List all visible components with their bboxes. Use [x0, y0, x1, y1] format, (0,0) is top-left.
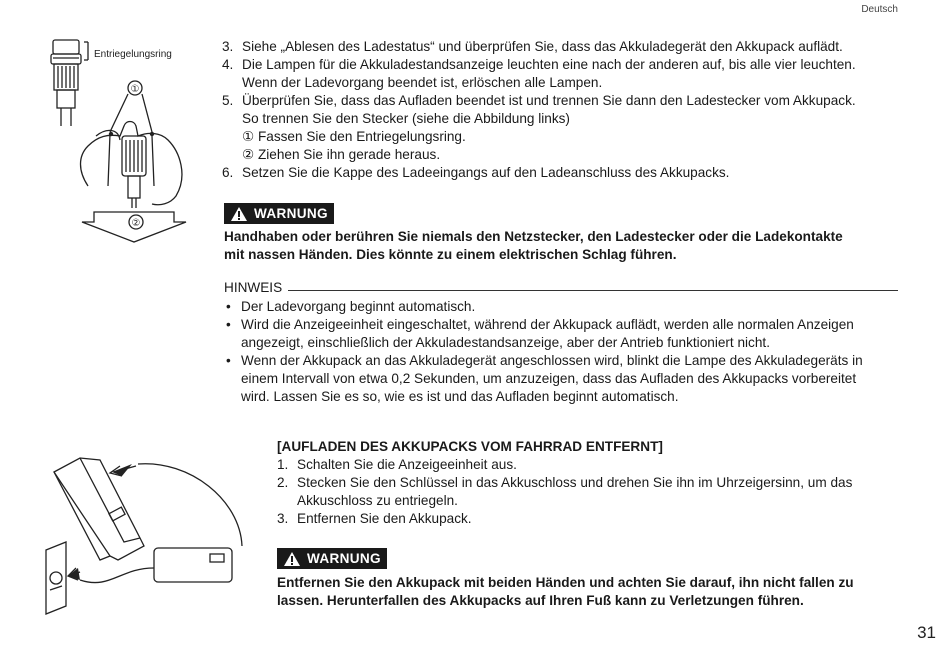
step-line: Stecken Sie den Schlüssel in das Akkuschloss und drehen Sie ihn im Uhrzeigersinn, um das	[297, 475, 853, 490]
numbered-step	[277, 474, 897, 510]
section-title: [AUFLADEN DES AKKUPACKS VOM FAHRRAD ENTFERNT]	[277, 439, 663, 454]
step-number: 1.	[277, 457, 289, 472]
hinweis-bullet	[224, 298, 904, 316]
step-line: Entfernen Sie den Akkupack.	[297, 511, 472, 526]
step-number: 2.	[277, 475, 289, 490]
hinweis-list	[224, 298, 904, 406]
numbered-step	[222, 92, 912, 164]
bullet-line: angezeigt, einschließlich der Akkuladestandsanzeige, aber der Antrieb funktioniert nicht.	[241, 335, 770, 350]
connector-release-illustration	[48, 36, 208, 246]
step-number: 5.	[222, 93, 234, 108]
hinweis-title: HINWEIS	[224, 280, 283, 295]
section2-steps	[277, 456, 897, 528]
page-number: 31	[917, 623, 936, 642]
warning-line: Handhaben oder berühren Sie niemals den Netzstecker, den Ladestecker oder die Ladekontakte	[224, 229, 843, 244]
warning-triangle-icon	[230, 206, 248, 222]
numbered-step	[277, 456, 897, 474]
marker-2: ②	[131, 218, 141, 229]
bullet-line: Wird die Anzeigeeinheit eingeschaltet, während der Akkupack auflädt, werden alle normalen Anzeigen	[241, 317, 854, 332]
step-line: Überprüfen Sie, dass das Aufladen beendet ist und trennen Sie dann den Ladestecker vom Akkupack.	[242, 93, 856, 108]
bullet-dot: •	[226, 317, 231, 332]
bullet-line: Wenn der Akkupack an das Akkuladegerät angeschlossen wird, blinkt die Lampe des Akkuladegeräts in	[241, 353, 863, 368]
step-number: 3.	[277, 511, 289, 526]
warning-text-2	[277, 574, 897, 610]
battery-charger-illustration	[40, 450, 260, 615]
step-line: So trennen Sie den Stecker (siehe die Abbildung links)	[242, 111, 570, 126]
warning-badge-label: WARNUNG	[254, 206, 328, 221]
step-number: 3.	[222, 39, 234, 54]
bullet-dot: •	[226, 299, 231, 314]
bullet-dot: •	[226, 353, 231, 368]
step-line: ① Fassen Sie den Entriegelungsring.	[242, 129, 466, 144]
numbered-step	[222, 56, 912, 92]
bullet-line: wird. Lassen Sie es so, wie es ist und das Aufladen beginnt automatisch.	[241, 389, 679, 404]
marker-1: ①	[130, 84, 140, 95]
step-number: 4.	[222, 57, 234, 72]
warning-line: Entfernen Sie den Akkupack mit beiden Händen und achten Sie darauf, ihn nicht fallen zu	[277, 575, 854, 590]
step-line: ② Ziehen Sie ihn gerade heraus.	[242, 147, 441, 162]
step-line: Setzen Sie die Kappe des Ladeeingangs auf den Ladeanschluss des Akkupacks.	[242, 165, 730, 180]
step-line: Die Lampen für die Akkuladestandsanzeige leuchten eine nach der anderen auf, bis alle vier leuchten.	[242, 57, 856, 72]
warning-line: lassen. Herunterfallen des Akkupacks auf Ihren Fuß kann zu Verletzungen führen.	[277, 593, 804, 608]
bullet-line: einem Intervall von etwa 0,2 Sekunden, um anzuzeigen, dass das Aufladen des Akkupacks vorbereitet	[241, 371, 857, 386]
hinweis-bullet	[224, 352, 904, 406]
language-label: Deutsch	[861, 4, 898, 15]
numbered-step	[277, 510, 897, 528]
warning-line: mit nassen Händen. Dies könnte zu einem elektrischen Schlag führen.	[224, 247, 677, 262]
warning-text-1	[224, 228, 904, 264]
hinweis-bullet	[224, 316, 904, 352]
step-number: 6.	[222, 165, 234, 180]
section-remove-battery	[277, 438, 897, 528]
steps-top	[222, 38, 912, 182]
release-ring-label: Entriegelungsring	[94, 49, 172, 60]
step-line: Siehe „Ablesen des Ladestatus“ und überprüfen Sie, dass das Akkuladegerät den Akkupack auflädt.	[242, 39, 843, 54]
hinweis-heading	[224, 280, 898, 295]
numbered-step	[222, 164, 912, 182]
numbered-step	[222, 38, 912, 56]
warning-triangle-icon	[283, 551, 301, 567]
warning-badge-1	[224, 203, 334, 224]
step-line: Schalten Sie die Anzeigeeinheit aus.	[297, 457, 517, 472]
warning-badge-label: WARNUNG	[307, 551, 381, 566]
step-line: Wenn der Ladevorgang beendet ist, erlöschen alle Lampen.	[242, 75, 603, 90]
hinweis-rule	[288, 290, 898, 291]
step-line: Akkuschloss zu entriegeln.	[297, 493, 458, 508]
bullet-line: Der Ladevorgang beginnt automatisch.	[241, 299, 476, 314]
warning-badge-2	[277, 548, 387, 569]
